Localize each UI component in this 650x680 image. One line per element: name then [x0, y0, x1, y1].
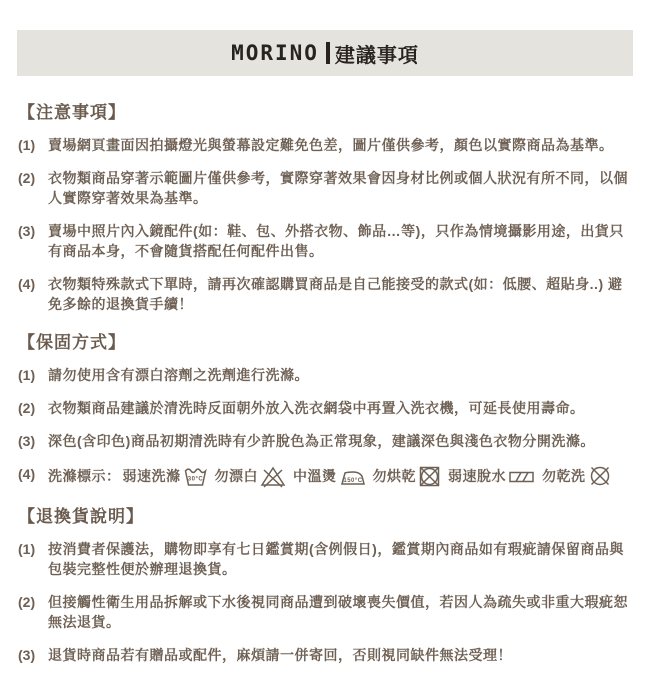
weak-spin-icon [508, 465, 535, 488]
laundry-label: 弱速脫水 [448, 468, 506, 484]
item-number: (1) [18, 137, 36, 153]
list-item [18, 135, 632, 155]
section-heading-warranty: 【保固方式】 [18, 333, 126, 352]
item-number: (4) [18, 466, 36, 482]
section-heading-returns: 【退換貨說明】 [18, 507, 144, 526]
list-item [18, 365, 632, 385]
section-notes [18, 98, 632, 314]
section-warranty [18, 328, 632, 488]
laundry-item-no-tumble [373, 465, 442, 488]
section-heading-notes: 【注意事項】 [18, 103, 126, 122]
no-dry-clean-icon [588, 464, 612, 488]
list-item [18, 398, 632, 418]
laundry-label: 勿漂白 [214, 468, 258, 484]
item-number: (2) [18, 594, 36, 610]
page-title: 建議事項 [334, 44, 419, 67]
laundry-label: 中溫燙 [293, 468, 337, 484]
item-number: (2) [18, 400, 36, 416]
header-divider [326, 42, 330, 64]
item-text: 衣物類商品建議於清洗時反面朝外放入洗衣網袋中再置入洗衣機，可延長使用壽命。 [48, 400, 585, 416]
advice-page [0, 30, 650, 680]
svg-text:30°C: 30°C [187, 476, 203, 482]
wash-30-icon [183, 465, 208, 488]
item-text: 深色(含印色)商品初期清洗時有少許脫色為正常現象，建議深色與淺色衣物分開洗滌。 [48, 433, 595, 449]
item-text: 衣物類商品穿著示範圖片僅供參考，實際穿著效果會因身材比例或個人狀況有所不同，以個人實際穿著效果為基準。 [48, 170, 628, 206]
item-text: 衣物類特殊款式下單時，請再次確認購買商品是自己能接受的款式(如：低腰、超貼身..) 避免多餘的退換貨手續！ [48, 276, 623, 312]
item-number: (4) [18, 276, 36, 292]
no-bleach-icon [260, 465, 286, 488]
laundry-item-no-bleach [215, 465, 287, 488]
item-number: (3) [18, 223, 36, 239]
item-text: 按消費者保護法，購物即享有七日鑑賞期(含例假日)，鑑賞期內商品如有瑕疵請保留商品與包裝完整性便於辦理退換貨。 [48, 541, 624, 577]
item-text: 賣場網頁畫面因拍攝燈光與螢幕設定難免色差，圖片僅供參考，顏色以實際商品為基準。 [48, 137, 614, 153]
item-number: (3) [18, 433, 36, 449]
laundry-label: 弱速洗滌 [122, 468, 181, 484]
list-item [18, 539, 632, 579]
laundry-item-iron [293, 465, 366, 488]
item-text: 請勿使用含有漂白溶劑之洗劑進行洗滌。 [48, 367, 309, 383]
item-number: (3) [18, 647, 36, 663]
laundry-item-no-dry-clean [542, 464, 612, 488]
list-item [18, 274, 632, 314]
content-area [0, 76, 650, 665]
item-number: (2) [18, 170, 36, 186]
no-tumble-dry-icon [418, 465, 441, 488]
laundry-item-weak-spin [448, 465, 535, 488]
item-text: 退貨時商品若有贈品或配件，麻煩請一併寄回，否則視同缺件無法受理！ [48, 647, 512, 663]
list-item [18, 645, 632, 665]
laundry-prefix: 洗滌標示： [48, 468, 121, 484]
laundry-label: 勿烘乾 [372, 468, 416, 484]
item-text: 但接觸性衛生用品拆解或下水後視同商品遭到破壞喪失價值，若因人為疏失或非重大瑕疵恕無法退貨。 [48, 594, 628, 630]
item-number: (1) [18, 541, 36, 557]
section-returns [18, 502, 632, 665]
list-item [18, 221, 632, 261]
laundry-label: 勿乾洗 [542, 468, 586, 484]
list-item [18, 592, 632, 632]
brand-logo: MORINO [231, 41, 319, 65]
laundry-symbols-row [48, 464, 632, 488]
svg-text:150°C: 150°C [342, 477, 363, 484]
header-band [17, 30, 633, 76]
item-number: (1) [18, 367, 36, 383]
list-item [18, 431, 632, 451]
list-item [18, 168, 632, 208]
laundry-care-line [18, 464, 632, 488]
iron-150-icon [339, 465, 366, 488]
laundry-item-wash [123, 465, 208, 488]
item-text: 賣場中照片內入鏡配件(如：鞋、包、外搭衣物、飾品…等)，只作為情境攝影用途，出貨只有商品本身，不會隨貨搭配任何配件出售。 [48, 223, 624, 259]
